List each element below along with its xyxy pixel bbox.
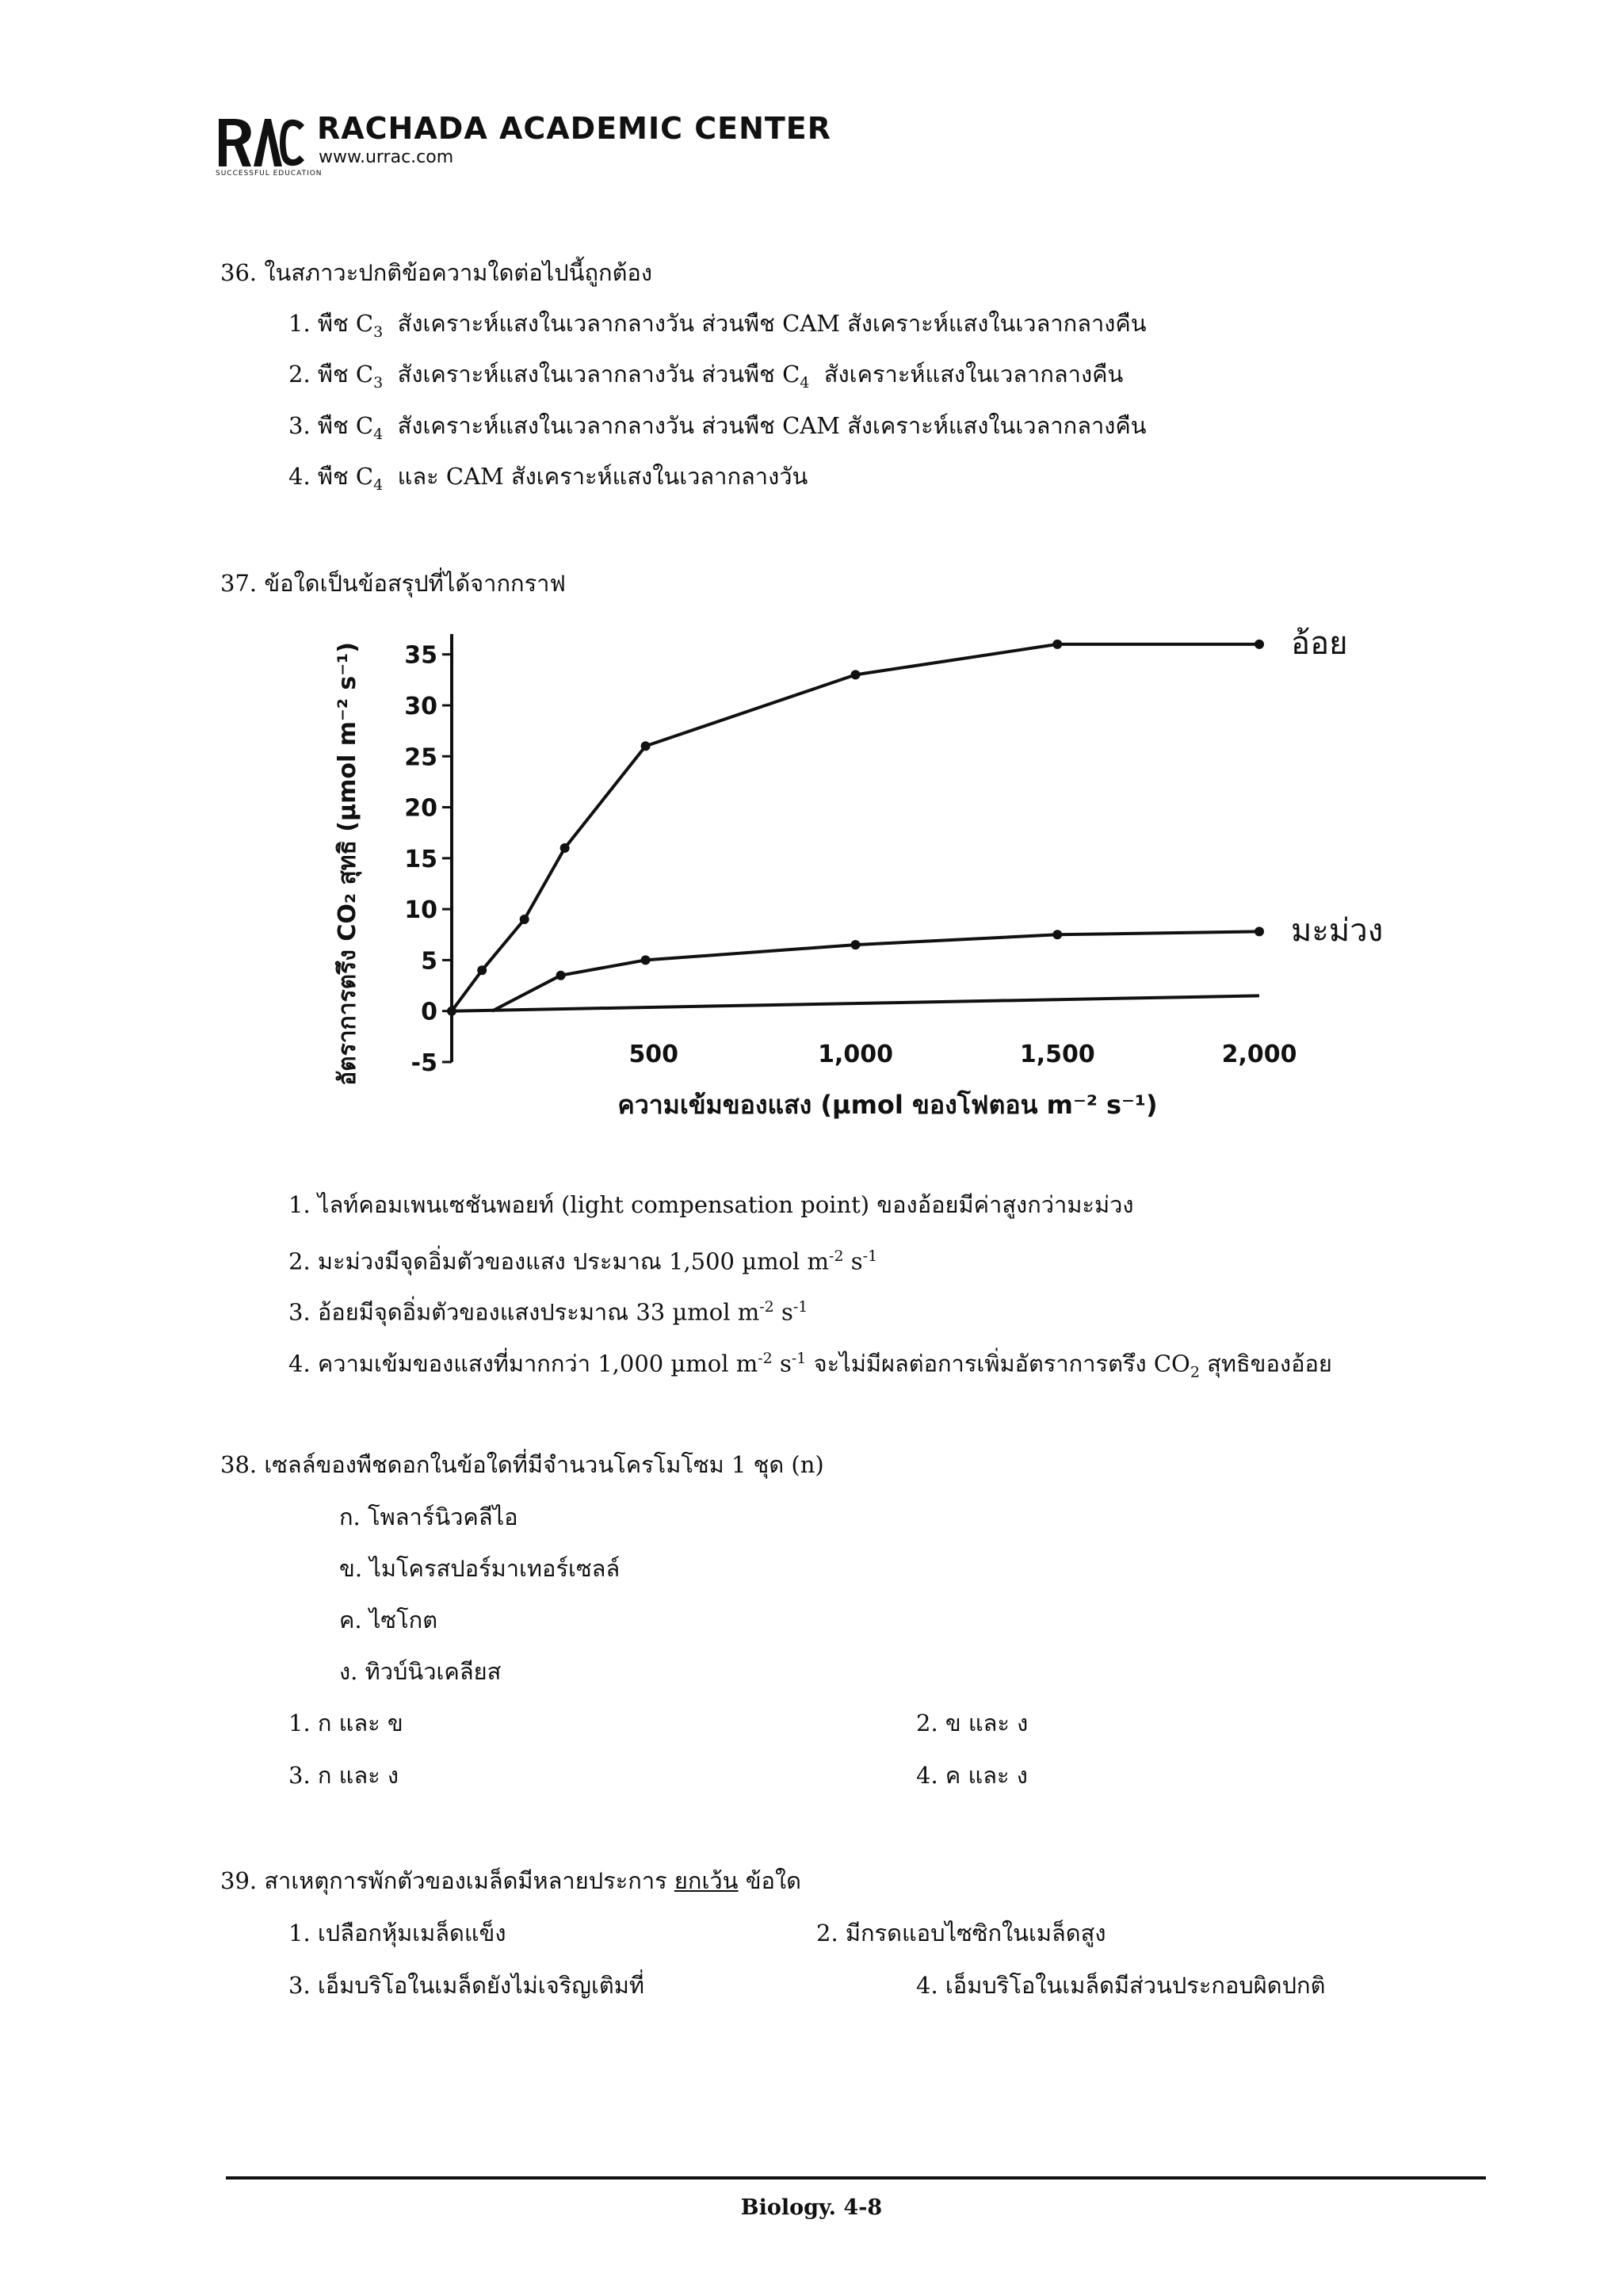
data-point xyxy=(851,940,861,949)
q39-stem: 39. สาเหตุการพักตัวของเมล็ดมีหลายประการ ยกเว้น ข้อใด xyxy=(220,1867,801,1894)
footer-page-label: Biology. 4-8 xyxy=(740,2195,883,2220)
y-tick-label: 25 xyxy=(404,743,437,772)
data-point xyxy=(556,971,566,980)
data-point xyxy=(1052,640,1062,649)
y-tick-label: 35 xyxy=(404,641,437,670)
data-point xyxy=(520,915,529,924)
light-response-chart xyxy=(333,618,1384,1141)
brand-tagline: SUCCESSFUL EDUCATION xyxy=(216,170,323,178)
x-ticks xyxy=(628,1041,1296,1068)
brand-url: www.urrac.com xyxy=(319,147,454,167)
q38-item-4: ง. ทิวบ์นิวเคลียส xyxy=(339,1658,502,1685)
data-point xyxy=(560,843,570,853)
y-axis-label: อัตราการตรึง CO₂ สุทธิ (µmol m⁻² s⁻¹) xyxy=(334,642,361,1086)
q36-choice-4: 4. พืช $C_4$ และ CAM สังเคราะห์แสงในเวลากลางวัน xyxy=(288,463,808,494)
data-point xyxy=(1052,930,1062,939)
q36-choice-2: 2. พืช $C_3$ สังเคราะห์แสงในเวลากลางวัน ส่วนพืช $C_4$ สังเคราะห์แสงในเวลากลางคืน xyxy=(288,361,1124,392)
q39-choice-4: 4. เอ็มบริโอในเมล็ดมีส่วนประกอบผิดปกติ xyxy=(916,1972,1326,1999)
data-point xyxy=(1254,640,1264,649)
y-tick-label: 15 xyxy=(404,845,437,873)
q37-choice-2: 2. มะม่วงมีจุดอิ่มตัวของแสง ประมาณ 1,500 µmol $m^{-2}$ $s^{-1}$ xyxy=(288,1247,878,1275)
x-tick-label: 500 xyxy=(628,1041,679,1068)
y-ticks xyxy=(404,642,452,1077)
q39-choice-1: 1. เปลือกหุ้มเมล็ดแข็ง xyxy=(288,1920,506,1946)
q36-stem: 36. ในสภาวะปกติข้อความใดต่อไปนี้ถูกต้อง xyxy=(220,259,652,286)
series-line-2 xyxy=(452,995,1259,1010)
x-tick-label: 1,000 xyxy=(818,1041,893,1068)
q38-choice-1: 1. ก และ ข xyxy=(288,1710,403,1736)
y-tick-label: 10 xyxy=(404,896,437,925)
q38-item-1: ก. โพลาร์นิวคลีไอ xyxy=(339,1503,518,1530)
data-point xyxy=(477,965,487,975)
data-point xyxy=(641,741,651,751)
q38-choice-2: 2. ข และ ง xyxy=(916,1710,1029,1736)
q38-stem: 38. เซลล์ของพืชดอกในข้อใดที่มีจำนวนโครโมโซม 1 ชุด (n) xyxy=(220,1451,824,1478)
brand-name: RACHADA ACADEMIC CENTER xyxy=(317,111,832,146)
q37-stem: 37. ข้อใดเป็นข้อสรุปที่ได้จากกราฟ xyxy=(220,570,566,597)
q38-item-2: ข. ไมโครสปอร์มาเทอร์เซลล์ xyxy=(339,1555,621,1582)
series-line-0 xyxy=(452,644,1259,1011)
series-label: อ้อย xyxy=(1291,625,1348,662)
series-label: มะม่วง xyxy=(1291,912,1384,949)
q37-choice-3: 3. อ้อยมีจุดอิ่มตัวของแสงประมาณ 33 µmol $m^{-2}$ $s^{-1}$ xyxy=(288,1298,808,1326)
x-axis-label: ความเข้มของแสง (µmol ของโฟตอน m⁻² s⁻¹) xyxy=(617,1090,1158,1120)
series-layer xyxy=(447,625,1383,1016)
q39-choice-2: 2. มีกรดแอบไซซิกในเมล็ดสูง xyxy=(816,1920,1106,1946)
y-tick-label: 5 xyxy=(421,947,437,976)
x-tick-label: 1,500 xyxy=(1019,1041,1095,1068)
data-point xyxy=(851,670,861,679)
y-tick-label: 30 xyxy=(404,693,437,720)
y-tick-label: 0 xyxy=(421,998,437,1026)
q37-choice-1: 1. ไลท์คอมเพนเซชันพอยท์ (light compensation point) ของอ้อยมีค่าสูงกว่ามะม่วง xyxy=(288,1191,1134,1218)
footer-divider xyxy=(226,2176,1486,2179)
data-point xyxy=(1254,926,1264,936)
q39-choice-3: 3. เอ็มบริโอในเมล็ดยังไม่เจริญเติมที่ xyxy=(288,1972,644,1999)
q36-choice-3: 3. พืช $C_4$ สังเคราะห์แสงในเวลากลางวัน ส่วนพืช CAM สังเคราะห์แสงในเวลากลางคืน xyxy=(288,412,1147,443)
y-tick-label: -5 xyxy=(411,1049,437,1077)
y-tick-label: 20 xyxy=(404,794,437,823)
q37-choice-4: 4. ความเข้มของแสงที่มากกว่า 1,000 µmol $m^{-2}$ $s^{-1}$ จะไม่มีผลต่อการเพิ่มอัตราการตรึง $CO_2$ สุทธิของอ้อย xyxy=(288,1350,1332,1381)
x-tick-label: 2,000 xyxy=(1221,1041,1297,1068)
q38-choice-3: 3. ก และ ง xyxy=(288,1762,399,1789)
q36-choice-1: 1. พืช $C_3$ สังเคราะห์แสงในเวลากลางวัน ส่วนพืช CAM สังเคราะห์แสงในเวลากลางคืน xyxy=(288,310,1147,341)
data-point xyxy=(641,955,651,965)
q38-item-3: ค. ไซโกต xyxy=(339,1606,438,1633)
q38-choice-4: 4. ค และ ง xyxy=(916,1762,1028,1789)
